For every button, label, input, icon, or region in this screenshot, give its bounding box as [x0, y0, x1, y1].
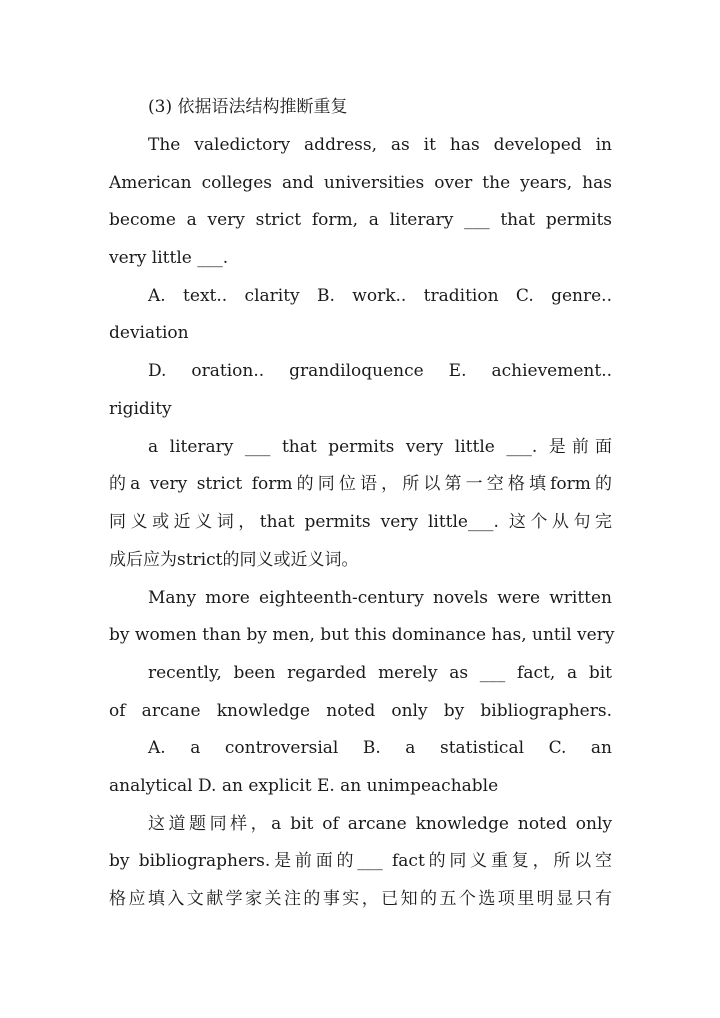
text-line: very little ___.	[109, 248, 229, 268]
answer-options-line: D. oration.. grandiloquence E. achievement..	[148, 361, 612, 381]
text-line: become a very strict form, a literary ___ that permits	[109, 210, 612, 230]
answer-options-line: A. text.. clarity B. work.. tradition C. genre..	[148, 286, 612, 306]
text-line: The valedictory address, as it has developed in	[148, 135, 612, 155]
answer-options-line: deviation	[109, 323, 189, 343]
answer-options-line: analytical D. an explicit E. an unimpeachable	[109, 776, 499, 796]
text-line: by women than by men, but this dominance has, until very	[109, 625, 615, 645]
answer-options-line: rigidity	[109, 399, 172, 419]
text-line: Many more eighteenth-century novels were written	[148, 588, 612, 608]
answer-options-line: A. a controversial B. a statistical C. an	[148, 738, 612, 758]
explanation-line: 同义或近义词，that permits very little___. 这个从句完	[109, 512, 612, 532]
explanation-line: 这道题同样，a bit of arcane knowledge noted only	[148, 814, 612, 834]
explanation-line: by bibliographers.是前面的___ fact的同义重复，所以空	[109, 851, 612, 871]
section-heading: (3) 依据语法结构推断重复	[148, 97, 348, 117]
explanation-line: 成后应为strict的同义或近义词。	[109, 550, 359, 570]
explanation-line: a literary ___ that permits very little ___. 是前面	[148, 437, 612, 457]
text-line: American colleges and universities over the years, has	[109, 173, 612, 193]
text-line: of arcane knowledge noted only by bibliographers.	[109, 701, 612, 721]
explanation-line: 的a very strict form的同位语，所以第一空格填form的	[109, 474, 612, 494]
explanation-line: 格应填入文献学家关注的事实，已知的五个选项里明显只有	[109, 889, 612, 909]
text-line: recently, been regarded merely as ___ fact, a bit	[148, 663, 612, 683]
